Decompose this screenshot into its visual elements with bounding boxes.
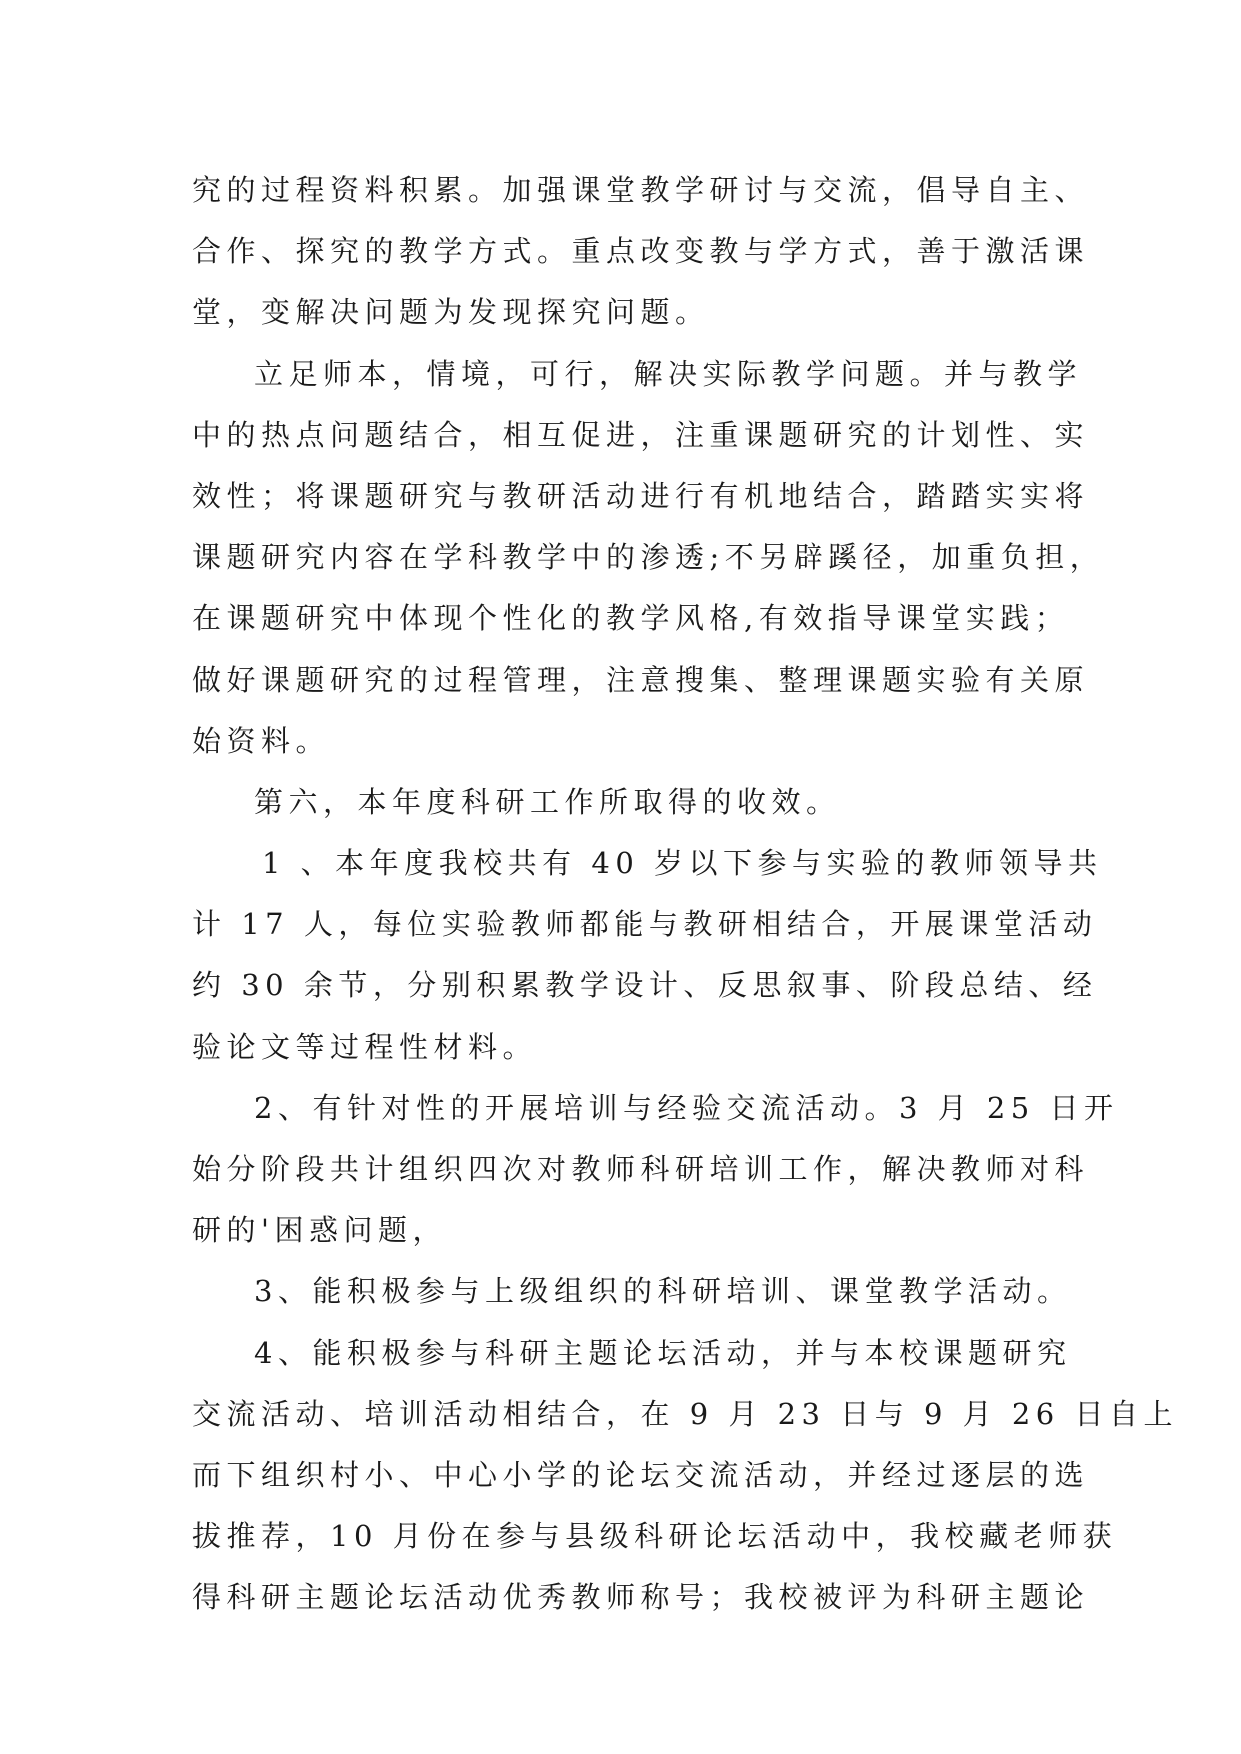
text-line: 合作、探究的教学方式。重点改变教与学方式，善于激活课: [192, 234, 1090, 269]
text-line: 验论文等过程性材料。: [192, 1029, 538, 1064]
text-line: 效性；将课题研究与教研活动进行有机地结合，踏踏实实将: [192, 478, 1090, 513]
text-line: 而下组织村小、中心小学的论坛交流活动，并经过逐层的选: [192, 1457, 1090, 1492]
text-line: 第六，本年度科研工作所取得的收效。: [254, 784, 841, 819]
text-line: 计 17 人，每位实验教师都能与教研相结合，开展课堂活动: [192, 907, 1098, 942]
text-line: 做好课题研究的过程管理，注意搜集、整理课题实验有关原: [192, 662, 1090, 697]
text-line: 得科研主题论坛活动优秀教师称号；我校被评为科研主题论: [192, 1580, 1090, 1615]
text-line: 究的过程资料积累。加强课堂教学研讨与交流，倡导自主、: [192, 173, 1090, 207]
text-line: 堂，变解决问题为发现探究问题。: [192, 295, 710, 330]
text-line: 始资料。: [192, 723, 331, 758]
text-line: 约 30 余节，分别积累教学设计、反思叙事、阶段总结、经: [192, 968, 1098, 1003]
text-line: 交流活动、培训活动相结合，在 9 月 23 日与 9 月 26 日自上: [192, 1396, 1178, 1431]
text-line: 1 、本年度我校共有 40 岁以下参与实验的教师领导共: [262, 846, 1103, 881]
text-line: 2、有针对性的开展培训与经验交流活动。3 月 25 日开: [254, 1090, 1119, 1125]
text-line: 课题研究内容在学科教学中的渗透;不另辟蹊径，加重负担，: [192, 540, 1105, 575]
text-line: 4、能积极参与科研主题论坛活动，并与本校课题研究: [254, 1335, 1072, 1370]
text-line: 中的热点问题结合，相互促进，注重课题研究的计划性、实: [192, 417, 1090, 452]
text-line: 立足师本，情境，可行，解决实际教学问题。并与教学: [254, 356, 1083, 391]
body-text: [192, 160, 1178, 1629]
text-line: 在课题研究中体现个性化的教学风格,有效指导课堂实践；: [192, 601, 1070, 636]
text-line: 3、能积极参与上级组织的科研培训、课堂教学活动。: [254, 1274, 1072, 1309]
text-line: 拔推荐，10 月份在参与县级科研论坛活动中，我校藏老师获: [192, 1519, 1118, 1554]
text-line: 研的'困惑问题，: [192, 1213, 447, 1248]
text-line: 始分阶段共计组织四次对教师科研培训工作，解决教师对科: [192, 1152, 1090, 1186]
